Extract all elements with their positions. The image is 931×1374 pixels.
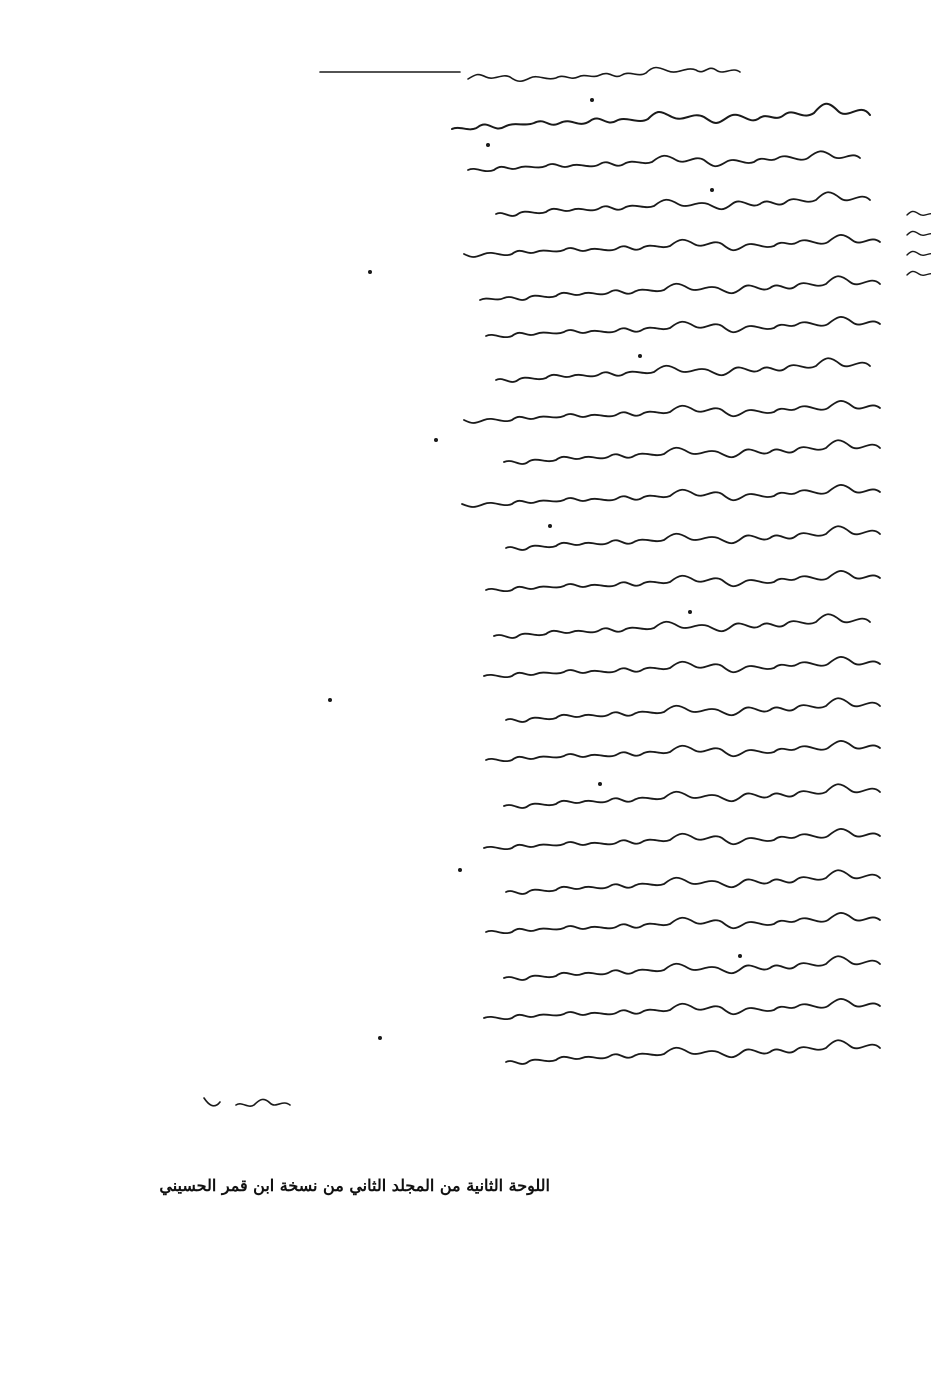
handwriting-line xyxy=(468,151,860,171)
handwriting-line xyxy=(462,485,880,507)
handwriting-line xyxy=(464,401,880,423)
ink-dot xyxy=(638,354,642,358)
handwriting-line xyxy=(494,614,870,638)
ink-dot xyxy=(486,143,490,147)
handwriting-line xyxy=(496,358,870,382)
handwriting-line xyxy=(484,829,880,849)
ink-dot xyxy=(738,954,742,958)
handwriting-line xyxy=(506,870,880,894)
page-caption: اللوحة الثانية من المجلد الثاني من نسخة ابن قمر الحسيني xyxy=(159,1176,550,1195)
handwritten-text-drawing xyxy=(80,40,931,1150)
handwriting-line xyxy=(504,956,880,980)
handwriting-line xyxy=(320,68,740,82)
ink-dot xyxy=(688,610,692,614)
ink-dot xyxy=(368,270,372,274)
handwriting-line xyxy=(484,657,880,677)
ink-dot xyxy=(548,524,552,528)
handwriting-line xyxy=(506,698,880,722)
ink-dot xyxy=(590,98,594,102)
handwriting-line xyxy=(486,317,880,337)
ink-dot xyxy=(378,1036,382,1040)
handwriting-line xyxy=(504,784,880,808)
ink-dot xyxy=(598,782,602,786)
ink-dot xyxy=(328,698,332,702)
ink-dot xyxy=(434,438,438,442)
handwriting-line xyxy=(486,913,880,933)
manuscript-image xyxy=(80,40,931,1150)
handwriting-line xyxy=(484,999,880,1019)
handwriting-line xyxy=(506,1040,880,1064)
ink-dot xyxy=(458,868,462,872)
handwriting-line xyxy=(452,104,870,130)
handwriting-line xyxy=(496,192,870,216)
handwriting-line xyxy=(504,440,880,464)
handwriting-line xyxy=(486,571,880,591)
handwriting-line xyxy=(464,235,880,257)
margin-note xyxy=(907,211,931,275)
handwriting-line xyxy=(506,526,880,550)
ink-dot xyxy=(710,188,714,192)
handwriting-line xyxy=(480,276,880,300)
handwriting-closing-mark xyxy=(204,1098,290,1106)
handwriting-line xyxy=(486,741,880,761)
